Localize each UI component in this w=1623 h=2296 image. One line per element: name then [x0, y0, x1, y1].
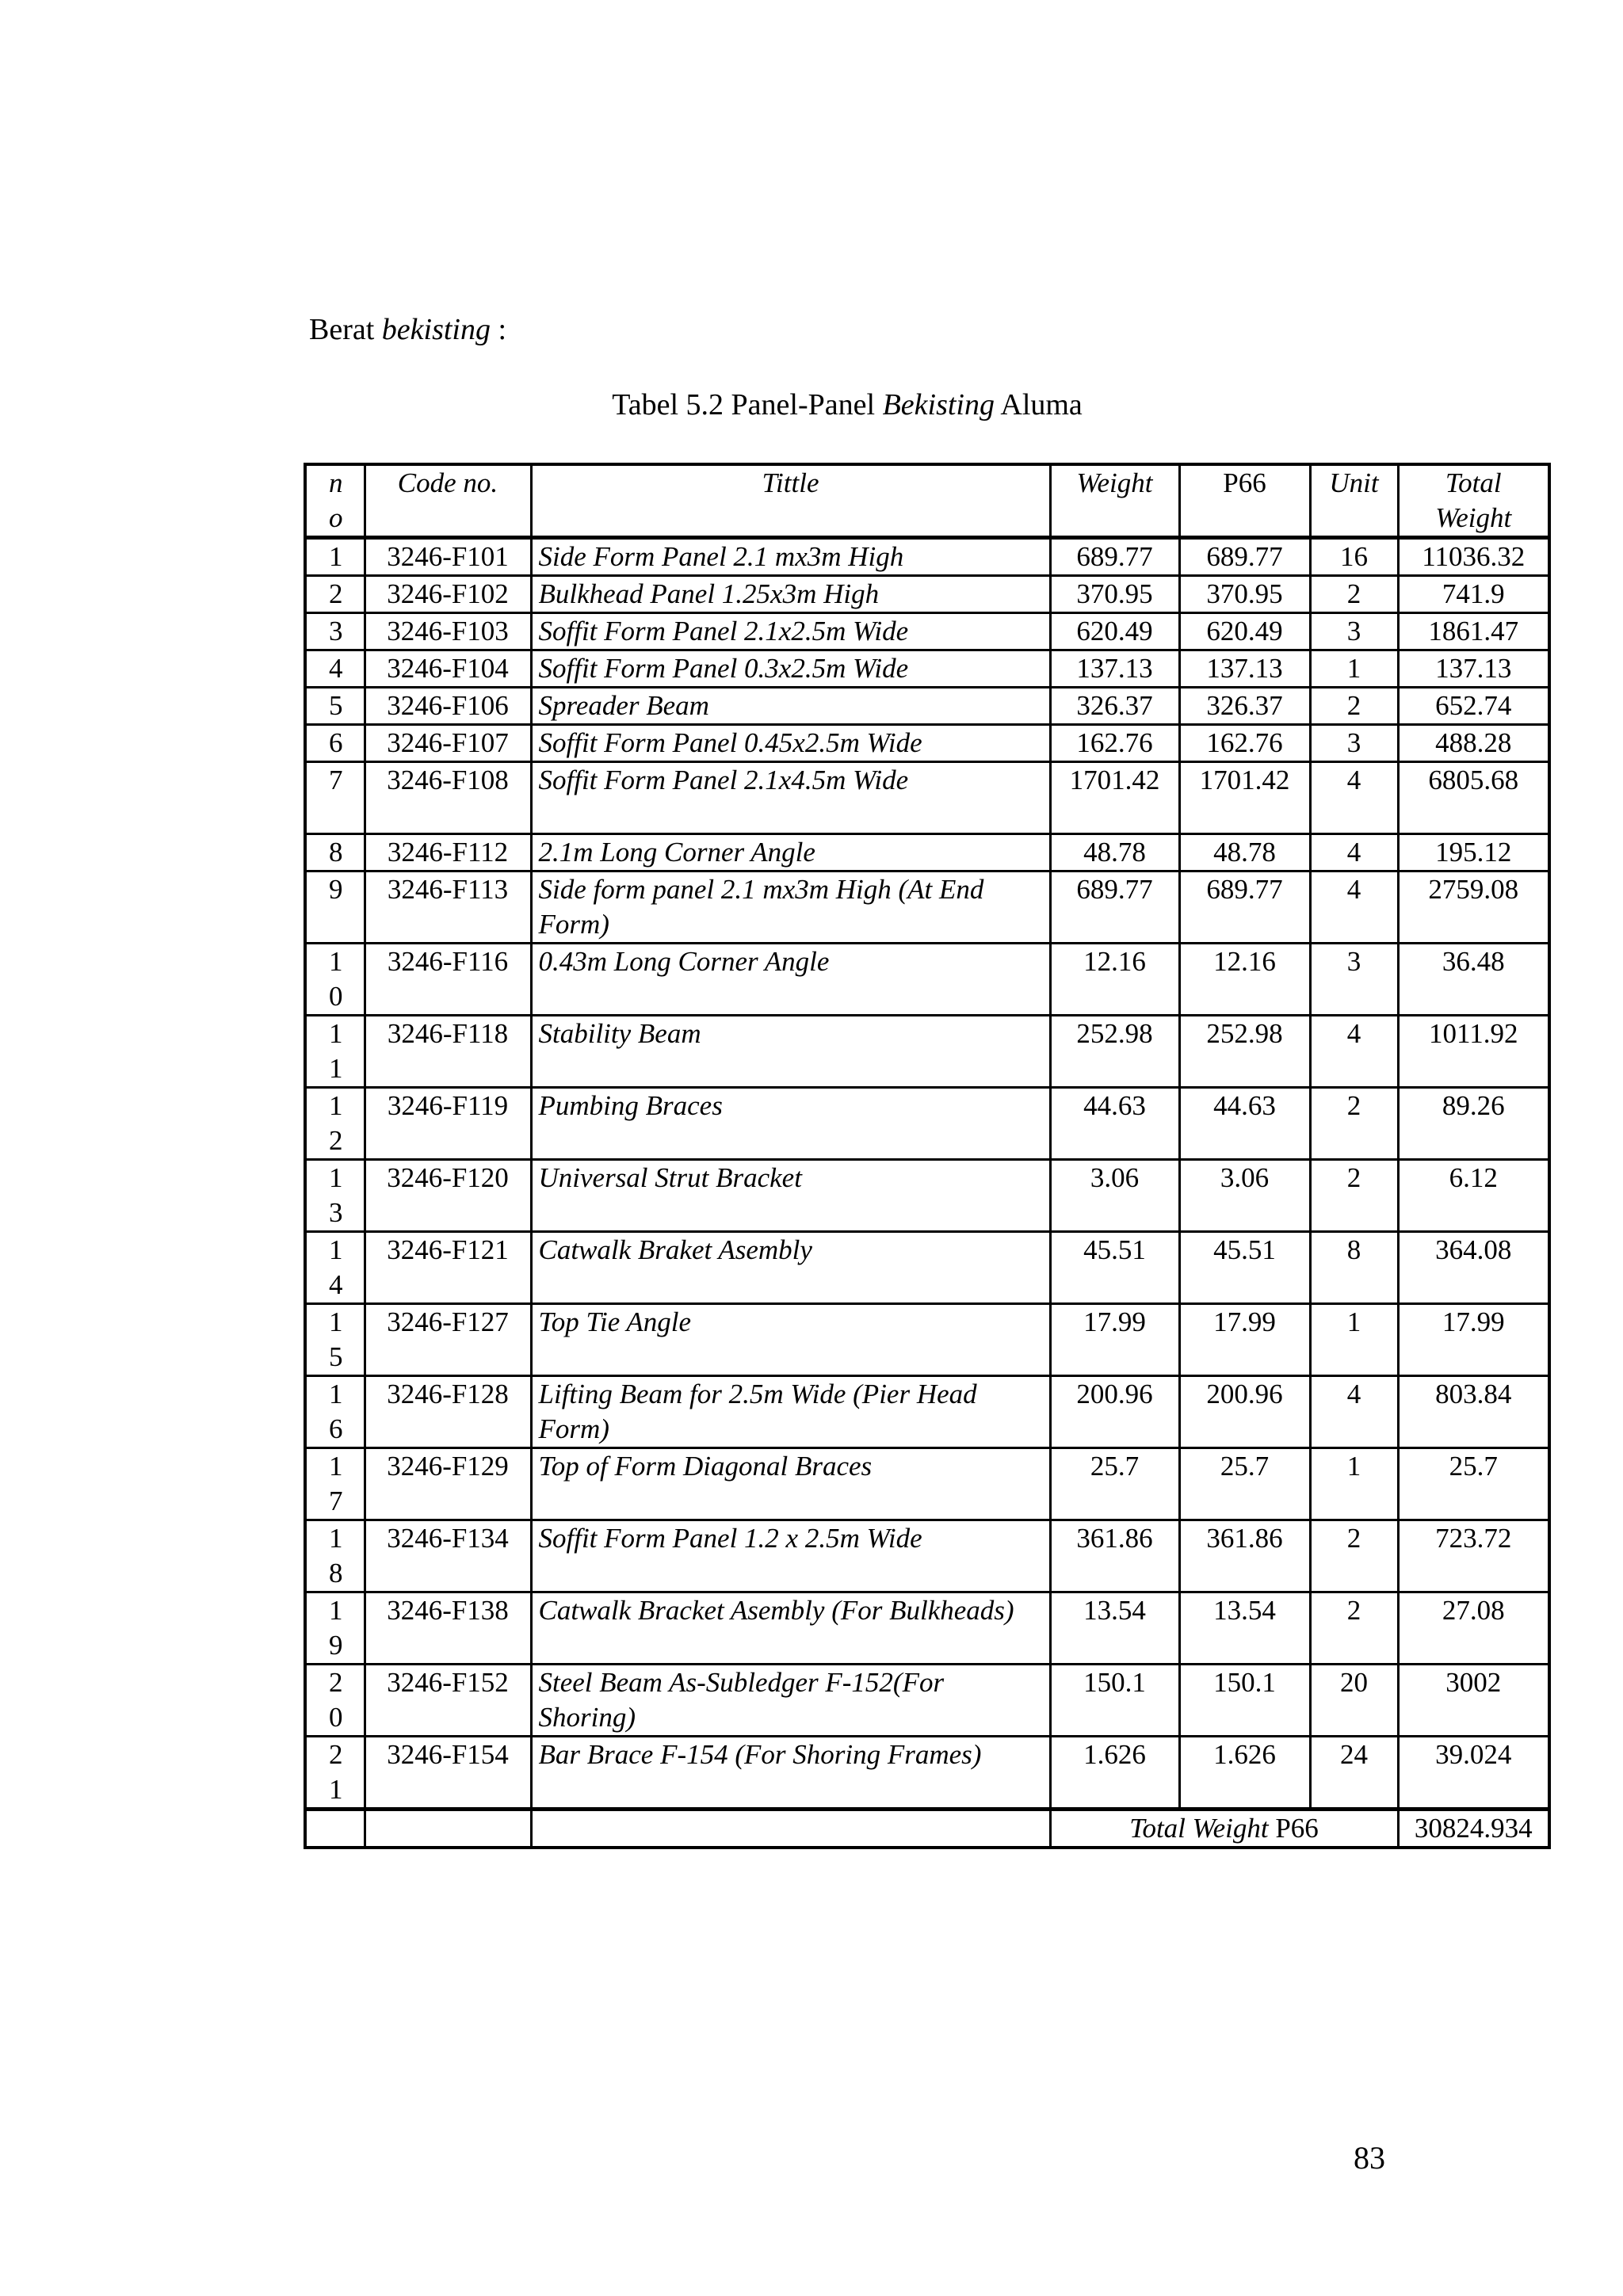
cell-no: 5 — [305, 688, 365, 725]
cell-weight: 12.16 — [1050, 944, 1179, 1016]
table-body — [305, 464, 1549, 1848]
header-p66: P66 — [1179, 464, 1310, 538]
cell-total-weight: 1011.92 — [1398, 1016, 1549, 1088]
cell-unit: 2 — [1310, 1592, 1398, 1665]
header-no: n o — [305, 464, 365, 538]
cell-weight: 45.51 — [1050, 1232, 1179, 1304]
cell-p66: 150.1 — [1179, 1665, 1310, 1737]
cell-no: 1 0 — [305, 944, 365, 1016]
cell-total-weight: 25.7 — [1398, 1448, 1549, 1520]
table-row — [305, 1232, 1549, 1304]
cell-total-weight: 6805.68 — [1398, 762, 1549, 834]
cell-title: Soffit Form Panel 2.1x2.5m Wide — [531, 613, 1050, 650]
header-code: Code no. — [365, 464, 531, 538]
cell-total-weight: 723.72 — [1398, 1520, 1549, 1592]
cell-weight: 361.86 — [1050, 1520, 1179, 1592]
cell-title: Soffit Form Panel 0.3x2.5m Wide — [531, 650, 1050, 688]
total-label-suffix: P66 — [1268, 1813, 1319, 1844]
cell-code: 3246-F103 — [365, 613, 531, 650]
cell-unit: 2 — [1310, 1520, 1398, 1592]
table-row — [305, 871, 1549, 944]
cell-p66: 45.51 — [1179, 1232, 1310, 1304]
table-header-row — [305, 464, 1549, 538]
table-row — [305, 834, 1549, 871]
total-label-emphasis: Total Weight — [1129, 1813, 1269, 1844]
table-row — [305, 1737, 1549, 1810]
cell-code: 3246-F101 — [365, 538, 531, 576]
cell-no: 1 4 — [305, 1232, 365, 1304]
cell-unit: 1 — [1310, 1448, 1398, 1520]
table-row — [305, 688, 1549, 725]
cell-total-weight: 2759.08 — [1398, 871, 1549, 944]
cell-p66: 326.37 — [1179, 688, 1310, 725]
cell-unit: 2 — [1310, 688, 1398, 725]
table-row — [305, 613, 1549, 650]
cell-title: Side Form Panel 2.1 mx3m High — [531, 538, 1050, 576]
cell-code: 3246-F107 — [365, 725, 531, 762]
cell-unit: 2 — [1310, 576, 1398, 613]
page-number: 83 — [1354, 2140, 1385, 2176]
cell-total-weight: 803.84 — [1398, 1376, 1549, 1448]
cell-code: 3246-F121 — [365, 1232, 531, 1304]
cell-total-weight: 39.024 — [1398, 1737, 1549, 1810]
cell-title: 2.1m Long Corner Angle — [531, 834, 1050, 871]
cell-p66: 689.77 — [1179, 538, 1310, 576]
cell-title: Top Tie Angle — [531, 1304, 1050, 1376]
cell-total-weight: 741.9 — [1398, 576, 1549, 613]
header-weight: Weight — [1050, 464, 1179, 538]
cell-p66: 48.78 — [1179, 834, 1310, 871]
cell-unit: 3 — [1310, 613, 1398, 650]
cell-title: Universal Strut Bracket — [531, 1160, 1050, 1232]
cell-no: 1 — [305, 538, 365, 576]
table-row — [305, 762, 1549, 834]
cell-p66: 620.49 — [1179, 613, 1310, 650]
cell-total-weight: 1861.47 — [1398, 613, 1549, 650]
cell-total-weight: 652.74 — [1398, 688, 1549, 725]
cell-p66: 25.7 — [1179, 1448, 1310, 1520]
cell-code: 3246-F138 — [365, 1592, 531, 1665]
cell-unit: 16 — [1310, 538, 1398, 576]
total-empty-title — [531, 1810, 1050, 1848]
cell-unit: 4 — [1310, 871, 1398, 944]
cell-no: 8 — [305, 834, 365, 871]
cell-title: Soffit Form Panel 0.45x2.5m Wide — [531, 725, 1050, 762]
cell-weight: 620.49 — [1050, 613, 1179, 650]
cell-title: Spreader Beam — [531, 688, 1050, 725]
cell-no: 3 — [305, 613, 365, 650]
cell-weight: 25.7 — [1050, 1448, 1179, 1520]
cell-unit: 1 — [1310, 1304, 1398, 1376]
cell-unit: 20 — [1310, 1665, 1398, 1737]
cell-p66: 252.98 — [1179, 1016, 1310, 1088]
table-row — [305, 1088, 1549, 1160]
intro-prefix: Berat — [309, 313, 382, 346]
table-row — [305, 1160, 1549, 1232]
cell-code: 3246-F129 — [365, 1448, 531, 1520]
table-row — [305, 1520, 1549, 1592]
cell-no: 1 6 — [305, 1376, 365, 1448]
cell-p66: 13.54 — [1179, 1592, 1310, 1665]
cell-unit: 3 — [1310, 944, 1398, 1016]
intro-suffix: : — [491, 313, 507, 346]
cell-code: 3246-F118 — [365, 1016, 531, 1088]
cell-code: 3246-F120 — [365, 1160, 531, 1232]
cell-title: Top of Form Diagonal Braces — [531, 1448, 1050, 1520]
cell-p66: 12.16 — [1179, 944, 1310, 1016]
cell-p66: 17.99 — [1179, 1304, 1310, 1376]
table-row — [305, 1376, 1549, 1448]
cell-p66: 3.06 — [1179, 1160, 1310, 1232]
cell-unit: 8 — [1310, 1232, 1398, 1304]
intro-emphasis: bekisting — [381, 313, 491, 346]
cell-unit: 4 — [1310, 762, 1398, 834]
panels-table — [304, 463, 1551, 1849]
cell-total-weight: 6.12 — [1398, 1160, 1549, 1232]
cell-no: 4 — [305, 650, 365, 688]
cell-code: 3246-F106 — [365, 688, 531, 725]
table-row — [305, 725, 1549, 762]
cell-total-weight: 364.08 — [1398, 1232, 1549, 1304]
table-row — [305, 538, 1549, 576]
cell-weight: 1701.42 — [1050, 762, 1179, 834]
cell-title: Side form panel 2.1 mx3m High (At End Form) — [531, 871, 1050, 944]
cell-title: Stability Beam — [531, 1016, 1050, 1088]
cell-unit: 3 — [1310, 725, 1398, 762]
cell-title: Pumbing Braces — [531, 1088, 1050, 1160]
cell-unit: 1 — [1310, 650, 1398, 688]
cell-title: 0.43m Long Corner Angle — [531, 944, 1050, 1016]
total-empty-code — [365, 1810, 531, 1848]
cell-title: Bar Brace F-154 (For Shoring Frames) — [531, 1737, 1050, 1810]
cell-weight: 13.54 — [1050, 1592, 1179, 1665]
cell-total-weight: 89.26 — [1398, 1088, 1549, 1160]
cell-unit: 4 — [1310, 834, 1398, 871]
cell-title: Bulkhead Panel 1.25x3m High — [531, 576, 1050, 613]
cell-weight: 137.13 — [1050, 650, 1179, 688]
cell-weight: 689.77 — [1050, 871, 1179, 944]
cell-unit: 24 — [1310, 1737, 1398, 1810]
intro-text — [309, 311, 506, 349]
cell-code: 3246-F102 — [365, 576, 531, 613]
cell-title: Catwalk Bracket Asembly (For Bulkheads) — [531, 1592, 1050, 1665]
table-row — [305, 1592, 1549, 1665]
cell-no: 1 9 — [305, 1592, 365, 1665]
cell-p66: 370.95 — [1179, 576, 1310, 613]
table-row — [305, 944, 1549, 1016]
cell-p66: 361.86 — [1179, 1520, 1310, 1592]
cell-code: 3246-F154 — [365, 1737, 531, 1810]
cell-title: Soffit Form Panel 1.2 x 2.5m Wide — [531, 1520, 1050, 1592]
cell-p66: 689.77 — [1179, 871, 1310, 944]
table-row — [305, 576, 1549, 613]
cell-code: 3246-F104 — [365, 650, 531, 688]
total-label — [1050, 1810, 1398, 1848]
caption-emphasis: Bekisting — [882, 388, 995, 421]
cell-weight: 326.37 — [1050, 688, 1179, 725]
cell-weight: 17.99 — [1050, 1304, 1179, 1376]
cell-total-weight: 488.28 — [1398, 725, 1549, 762]
cell-total-weight: 17.99 — [1398, 1304, 1549, 1376]
cell-p66: 1.626 — [1179, 1737, 1310, 1810]
cell-weight: 252.98 — [1050, 1016, 1179, 1088]
cell-no: 6 — [305, 725, 365, 762]
cell-no: 2 1 — [305, 1737, 365, 1810]
cell-weight: 1.626 — [1050, 1737, 1179, 1810]
cell-p66: 1701.42 — [1179, 762, 1310, 834]
table-row — [305, 1448, 1549, 1520]
cell-weight: 3.06 — [1050, 1160, 1179, 1232]
cell-unit: 2 — [1310, 1160, 1398, 1232]
cell-code: 3246-F127 — [365, 1304, 531, 1376]
caption-prefix: Tabel 5.2 Panel-Panel — [612, 388, 883, 421]
cell-title: Steel Beam As-Subledger F-152(For Shoring) — [531, 1665, 1050, 1737]
header-total-weight: Total Weight — [1398, 464, 1549, 538]
header-unit: Unit — [1310, 464, 1398, 538]
cell-weight: 48.78 — [1050, 834, 1179, 871]
cell-no: 2 — [305, 576, 365, 613]
table-caption — [0, 386, 1623, 424]
cell-total-weight: 11036.32 — [1398, 538, 1549, 576]
table-row — [305, 1304, 1549, 1376]
cell-code: 3246-F116 — [365, 944, 531, 1016]
cell-title: Catwalk Braket Asembly — [531, 1232, 1050, 1304]
caption-suffix: Aluma — [994, 388, 1083, 421]
cell-code: 3246-F108 — [365, 762, 531, 834]
cell-weight: 44.63 — [1050, 1088, 1179, 1160]
cell-p66: 44.63 — [1179, 1088, 1310, 1160]
cell-code: 3246-F134 — [365, 1520, 531, 1592]
cell-unit: 4 — [1310, 1016, 1398, 1088]
total-value: 30824.934 — [1398, 1810, 1549, 1848]
cell-title: Lifting Beam for 2.5m Wide (Pier Head Form) — [531, 1376, 1050, 1448]
cell-no: 1 8 — [305, 1520, 365, 1592]
table-row — [305, 1016, 1549, 1088]
cell-code: 3246-F112 — [365, 834, 531, 871]
cell-no: 9 — [305, 871, 365, 944]
cell-no: 1 1 — [305, 1016, 365, 1088]
cell-weight: 162.76 — [1050, 725, 1179, 762]
cell-p66: 162.76 — [1179, 725, 1310, 762]
cell-code: 3246-F113 — [365, 871, 531, 944]
cell-unit: 4 — [1310, 1376, 1398, 1448]
cell-no: 1 5 — [305, 1304, 365, 1376]
cell-no: 7 — [305, 762, 365, 834]
cell-no: 2 0 — [305, 1665, 365, 1737]
total-empty-no — [305, 1810, 365, 1848]
cell-no: 1 2 — [305, 1088, 365, 1160]
cell-unit: 2 — [1310, 1088, 1398, 1160]
cell-code: 3246-F119 — [365, 1088, 531, 1160]
cell-code: 3246-F152 — [365, 1665, 531, 1737]
cell-p66: 200.96 — [1179, 1376, 1310, 1448]
cell-no: 1 7 — [305, 1448, 365, 1520]
cell-weight: 370.95 — [1050, 576, 1179, 613]
cell-weight: 200.96 — [1050, 1376, 1179, 1448]
table-row — [305, 650, 1549, 688]
table-row — [305, 1665, 1549, 1737]
cell-total-weight: 137.13 — [1398, 650, 1549, 688]
cell-total-weight: 195.12 — [1398, 834, 1549, 871]
header-title: Tittle — [531, 464, 1050, 538]
cell-weight: 150.1 — [1050, 1665, 1179, 1737]
cell-total-weight: 3002 — [1398, 1665, 1549, 1737]
cell-no: 1 3 — [305, 1160, 365, 1232]
cell-weight: 689.77 — [1050, 538, 1179, 576]
cell-total-weight: 27.08 — [1398, 1592, 1549, 1665]
total-row — [305, 1810, 1549, 1848]
cell-total-weight: 36.48 — [1398, 944, 1549, 1016]
cell-title: Soffit Form Panel 2.1x4.5m Wide — [531, 762, 1050, 834]
cell-p66: 137.13 — [1179, 650, 1310, 688]
cell-code: 3246-F128 — [365, 1376, 531, 1448]
